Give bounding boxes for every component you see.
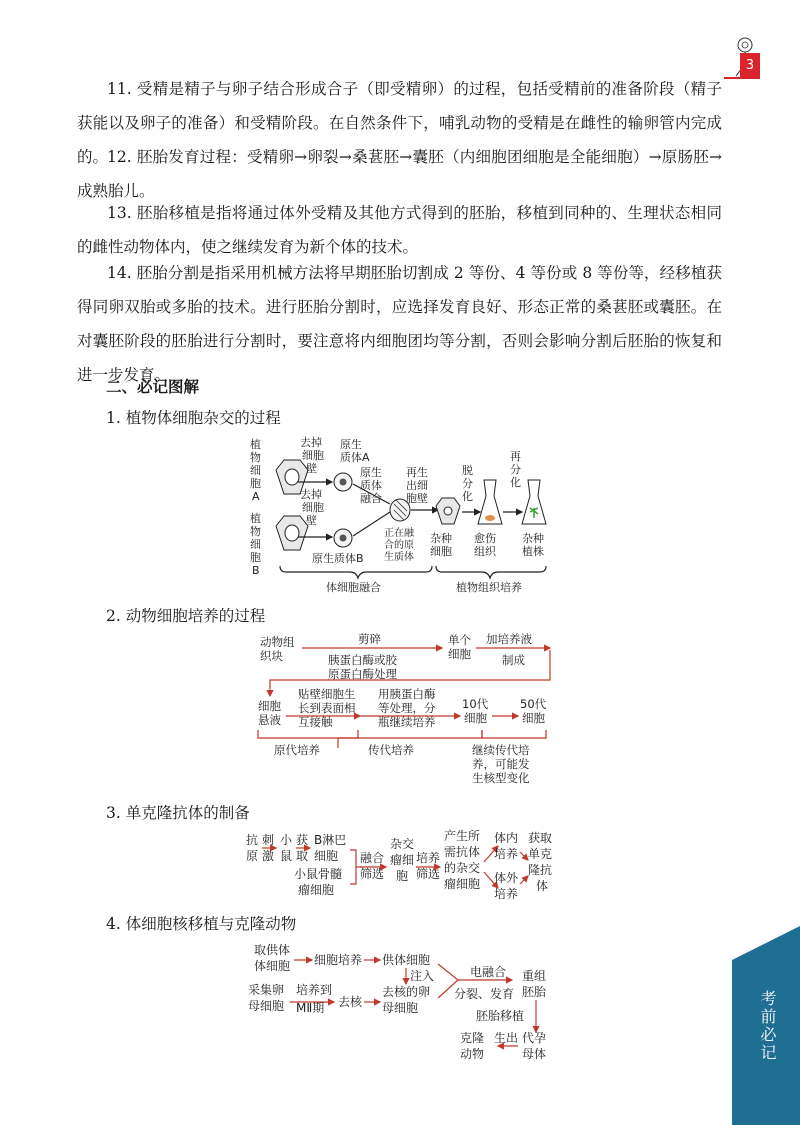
label-in-vitro — [494, 870, 519, 901]
svg-text:瘤细胞: 瘤细胞 — [298, 883, 335, 897]
svg-text:产生所: 产生所 — [444, 829, 481, 843]
label-mince: 剪碎 — [358, 632, 381, 646]
label-add-medium: 加培养液 — [486, 632, 532, 646]
svg-text:壁: 壁 — [306, 462, 317, 475]
svg-text:动物组: 动物组 — [260, 635, 295, 649]
svg-text:培养: 培养 — [494, 847, 519, 861]
svg-text:瘤细: 瘤细 — [390, 853, 415, 867]
page-number-rule — [724, 77, 760, 79]
svg-text:分: 分 — [462, 477, 473, 490]
svg-text:去掉: 去掉 — [300, 436, 322, 449]
svg-text:细: 细 — [250, 464, 261, 477]
label-clone — [460, 1031, 484, 1061]
svg-text:代孕: 代孕 — [522, 1031, 547, 1045]
svg-text:继续传代培: 继续传代培 — [472, 743, 530, 757]
svg-text:克隆: 克隆 — [460, 1031, 485, 1045]
label-mutation — [472, 743, 530, 785]
svg-text:瘤细胞: 瘤细胞 — [444, 877, 481, 891]
label-surrogate — [522, 1031, 546, 1061]
svg-text:植: 植 — [250, 438, 261, 451]
label-hybridoma — [390, 836, 414, 883]
label-passage-proc — [378, 687, 436, 729]
svg-text:取: 取 — [296, 849, 309, 863]
svg-text:原生: 原生 — [360, 466, 382, 479]
label-gen50 — [520, 697, 547, 725]
paragraph-12: 12. 胚胎发育过程：受精卵→卵裂→桑葚胚→囊胚（内细胞团细胞是全能细胞）→原肠胚→成熟胎儿。 — [77, 148, 722, 200]
svg-text:原生: 原生 — [340, 438, 362, 451]
svg-text:织块: 织块 — [260, 649, 283, 663]
svg-text:质体A: 质体A — [340, 451, 370, 464]
svg-text:获: 获 — [296, 833, 309, 847]
svg-text:物: 物 — [250, 525, 261, 538]
svg-text:取供体: 取供体 — [254, 943, 291, 957]
label-culture-to — [296, 982, 332, 1015]
side-tab-wedge — [732, 926, 800, 960]
svg-text:培养: 培养 — [494, 887, 519, 901]
svg-text:植株: 植株 — [522, 545, 544, 558]
svg-text:细: 细 — [250, 538, 261, 551]
svg-text:母细胞: 母细胞 — [382, 1001, 419, 1015]
nucleus-a — [285, 469, 299, 485]
svg-text:单个: 单个 — [448, 633, 471, 647]
svg-text:筛选: 筛选 — [360, 867, 385, 881]
svg-text:出细: 出细 — [406, 479, 428, 492]
svg-text:培养到: 培养到 — [296, 983, 333, 997]
label-producer — [444, 828, 480, 891]
label-antigen — [246, 832, 258, 863]
label-protoplast-a — [340, 437, 370, 464]
svg-text:的杂交: 的杂交 — [444, 861, 481, 875]
svg-text:细胞: 细胞 — [258, 699, 281, 713]
label-culture-screen — [416, 851, 440, 881]
svg-text:原: 原 — [246, 849, 259, 863]
svg-text:分: 分 — [510, 463, 521, 476]
label-transfer: 胚胎移植 — [476, 1009, 525, 1023]
subheading-4: 4. 体细胞核移植与克隆动物 — [106, 915, 297, 933]
label-fusion — [360, 465, 382, 505]
svg-text:生质体: 生质体 — [384, 552, 414, 563]
bracket-mutation — [482, 730, 546, 738]
label-in-vivo — [494, 830, 518, 861]
label-tissue — [260, 635, 295, 663]
label-brace-fusion: 体细胞融合 — [326, 581, 381, 594]
svg-text:母细胞: 母细胞 — [248, 999, 285, 1013]
label-rediff — [510, 450, 521, 489]
label-suspension — [258, 699, 281, 727]
nuclear-transfer-diagram — [240, 940, 570, 1068]
label-subculture: 传代培养 — [368, 743, 414, 757]
label-fusing-protoplast — [384, 526, 415, 563]
label-obtain-mab — [528, 830, 552, 893]
svg-text:生核型变化: 生核型变化 — [472, 771, 530, 785]
label-recombinant — [522, 968, 547, 999]
svg-text:长到表面相: 长到表面相 — [298, 701, 356, 715]
svg-text:筛选: 筛选 — [416, 867, 441, 881]
svg-text:MⅡ期: MⅡ期 — [296, 1001, 325, 1015]
label-birth: 生出 — [494, 1031, 519, 1045]
svg-text:50代: 50代 — [520, 697, 547, 711]
label-mouse — [280, 833, 293, 863]
label-cell-b — [250, 511, 261, 577]
svg-text:体内: 体内 — [494, 831, 519, 845]
label-hybrid-plant — [522, 531, 544, 558]
label-enucleate: 去核 — [338, 995, 363, 1009]
svg-text:杂种: 杂种 — [430, 532, 452, 545]
label-inject: 注入 — [410, 969, 435, 983]
svg-text:用胰蛋白酶: 用胰蛋白酶 — [378, 687, 436, 701]
label-cell-a — [250, 437, 261, 503]
svg-text:胚胎: 胚胎 — [522, 985, 547, 999]
svg-text:体外: 体外 — [494, 871, 519, 885]
svg-text:原蛋白酶处理: 原蛋白酶处理 — [328, 667, 397, 681]
label-trypsin — [328, 653, 397, 681]
label-hybrid-cell — [430, 531, 452, 558]
svg-text:互接触: 互接触 — [298, 715, 333, 729]
nucleus-b — [285, 525, 299, 541]
svg-text:10代: 10代 — [462, 697, 489, 711]
animal-cell-culture-diagram — [250, 630, 570, 795]
bracket-primary — [258, 730, 358, 738]
label-donor-cell: 供体细胞 — [382, 953, 431, 967]
label-cell-culture: 细胞培养 — [314, 953, 363, 967]
svg-text:细胞: 细胞 — [302, 449, 324, 462]
label-primary: 原代培养 — [274, 743, 320, 757]
svg-text:愈伤: 愈伤 — [474, 532, 496, 545]
label-single-cell — [448, 633, 471, 661]
svg-text:细胞: 细胞 — [430, 545, 452, 558]
svg-text:小: 小 — [280, 833, 293, 847]
label-make: 制成 — [502, 653, 525, 667]
svg-text:体细胞: 体细胞 — [254, 959, 291, 973]
svg-text:刺: 刺 — [262, 833, 275, 847]
label-b-cell — [314, 832, 346, 863]
svg-text:壁: 壁 — [306, 514, 317, 527]
label-enucleated — [382, 984, 430, 1015]
svg-text:隆抗: 隆抗 — [528, 863, 553, 877]
svg-text:B: B — [252, 564, 260, 577]
svg-text:重组: 重组 — [522, 969, 547, 983]
label-callus — [474, 531, 497, 558]
svg-text:去核的卵: 去核的卵 — [382, 985, 431, 999]
svg-text:再生: 再生 — [406, 466, 428, 479]
svg-text:细胞: 细胞 — [522, 711, 545, 725]
svg-text:质体: 质体 — [360, 479, 382, 492]
svg-text:抗: 抗 — [246, 833, 259, 847]
label-regen-wall — [406, 465, 428, 505]
svg-text:等处理，分: 等处理，分 — [378, 701, 436, 715]
svg-text:植: 植 — [250, 512, 261, 525]
svg-text:瓶继续培养: 瓶继续培养 — [378, 715, 436, 729]
svg-text:化: 化 — [462, 490, 473, 503]
paragraph-14: 14. 胚胎分割是指采用机械方法将早期胚胎切割成 2 等份、4 等份或 8 等份等，经移植获得同卵双胎或多胎的技术。进行胚胎分割时，应选择发育良好、形态正常的桑葚胚或囊胚。在对囊胚阶段的胚胎进行分割时，要注意将内细胞团均等分割，否则会影响分割后胚胎的恢复和进一步发育。 — [77, 264, 722, 384]
svg-text:融合: 融合 — [360, 492, 382, 505]
label-myeloma — [294, 867, 342, 897]
svg-text:细胞: 细胞 — [302, 501, 324, 514]
svg-text:杂交: 杂交 — [390, 837, 415, 851]
monoclonal-antibody-diagram — [240, 826, 570, 904]
svg-text:正在融: 正在融 — [384, 528, 414, 539]
svg-text:单克: 单克 — [528, 847, 553, 861]
paragraph-13: 13. 胚胎移植是指将通过体外受精及其他方式得到的胚胎，移植到同种的、生理状态相同的雌性动物体内，使之继续发育为新个体的技术。 — [77, 204, 722, 256]
svg-text:小鼠骨髓: 小鼠骨髓 — [294, 867, 343, 881]
label-protoplast-b: 原生质体B — [312, 552, 364, 565]
label-adherent — [298, 687, 356, 729]
paragraph-11: 11. 受精是精子与卵子结合形成合子（即受精卵）的过程，包括受精前的准备阶段（精子获能以及卵子的准备）和受精阶段。在自然条件下，哺乳动物的受精是在雌性的输卵管内完成的。 — [77, 80, 722, 166]
label-dediff — [462, 464, 473, 503]
plant-hybridization-diagram — [240, 432, 570, 597]
svg-text:胞: 胞 — [396, 869, 409, 883]
svg-text:体: 体 — [536, 879, 549, 893]
svg-text:鼠: 鼠 — [280, 849, 293, 863]
svg-text:再: 再 — [510, 450, 521, 463]
subheading-1: 1. 植物体细胞杂交的过程 — [106, 409, 281, 427]
svg-text:需抗体: 需抗体 — [444, 845, 481, 859]
side-tab-label: 考前必记 — [758, 990, 777, 1062]
svg-text:动物: 动物 — [460, 1047, 485, 1061]
page-number: 3 — [740, 53, 760, 79]
subheading-2: 2. 动物细胞培养的过程 — [106, 607, 266, 625]
section-heading: 二、必记图解 — [106, 377, 200, 396]
label-division: 分裂、发育 — [454, 987, 515, 1001]
svg-text:化: 化 — [510, 476, 521, 489]
svg-text:组织: 组织 — [474, 545, 496, 558]
svg-text:胰蛋白酶或胶: 胰蛋白酶或胶 — [328, 653, 397, 667]
brace-fusion — [280, 566, 432, 578]
svg-text:获取: 获取 — [528, 831, 553, 845]
label-brace-culture: 植物组织培养 — [456, 581, 522, 594]
label-collect — [248, 982, 284, 1013]
label-electrofusion: 电融合 — [470, 965, 507, 979]
svg-text:融合: 融合 — [360, 851, 385, 865]
svg-text:采集卵: 采集卵 — [248, 983, 285, 997]
svg-text:激: 激 — [262, 849, 275, 863]
svg-text:杂种: 杂种 — [522, 532, 544, 545]
svg-text:胞壁: 胞壁 — [406, 492, 428, 505]
svg-text:合的原: 合的原 — [384, 540, 414, 551]
label-take-donor — [254, 942, 290, 973]
svg-text:贴壁细胞生: 贴壁细胞生 — [298, 687, 356, 701]
svg-text:养，可能发: 养，可能发 — [472, 757, 530, 771]
svg-text:物: 物 — [250, 451, 261, 464]
svg-text:培养: 培养 — [416, 851, 441, 865]
brace-culture — [436, 566, 546, 578]
svg-text:母体: 母体 — [522, 1047, 547, 1061]
svg-text:胞: 胞 — [250, 477, 261, 490]
svg-text:悬液: 悬液 — [258, 713, 281, 727]
svg-text:胞: 胞 — [250, 551, 261, 564]
svg-text:去掉: 去掉 — [300, 488, 322, 501]
svg-text:细胞: 细胞 — [464, 711, 487, 725]
label-gen10 — [462, 697, 489, 725]
svg-text:细胞: 细胞 — [448, 647, 471, 661]
subheading-3: 3. 单克隆抗体的制备 — [106, 804, 250, 822]
svg-text:脱: 脱 — [462, 464, 473, 477]
svg-text:B淋巴: B淋巴 — [314, 833, 347, 847]
svg-text:A: A — [252, 490, 260, 503]
label-fuse-screen — [360, 850, 384, 881]
svg-text:细胞: 细胞 — [314, 849, 339, 863]
